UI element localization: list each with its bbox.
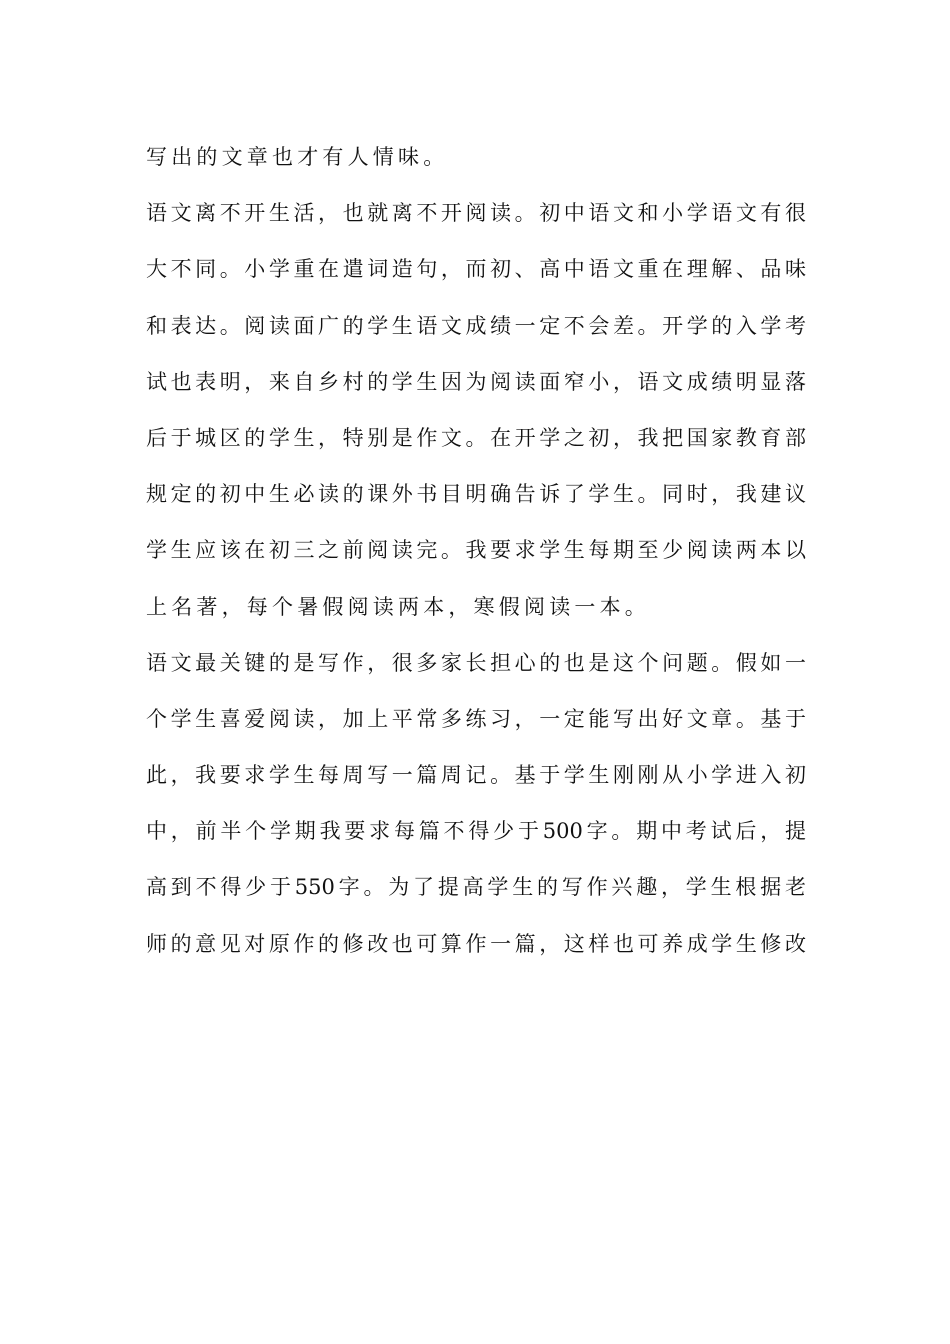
text-line: 语文离不开生活，也就离不开阅读。初中语文和小学语文有很 <box>146 201 806 226</box>
text-line: 规定的初中生必读的课外书目明确告诉了学生。同时，我建议 <box>146 482 806 507</box>
text-line: 中，前半个学期我要求每篇不得少于500字。期中考试后，提 <box>146 819 806 844</box>
text-line: 写出的文章也才有人情味。 <box>146 145 449 169</box>
text-line: 和表达。阅读面广的学生语文成绩一定不会差。开学的入学考 <box>146 313 806 338</box>
text-line: 学生应该在初三之前阅读完。我要求学生每期至少阅读两本以 <box>146 538 806 563</box>
text-line: 师的意见对原作的修改也可算作一篇，这样也可养成学生修改 <box>146 931 806 956</box>
text-line: 个学生喜爱阅读，加上平常多练习，一定能写出好文章。基于 <box>146 706 806 731</box>
body-text <box>146 129 806 972</box>
text-line: 上名著，每个暑假阅读两本，寒假阅读一本。 <box>146 594 650 619</box>
text-line: 语文最关键的是写作，很多家长担心的也是这个问题。假如一 <box>146 650 806 675</box>
text-line: 试也表明，来自乡村的学生因为阅读面窄小，语文成绩明显落 <box>146 369 806 394</box>
text-line: 高到不得少于550字。为了提高学生的写作兴趣，学生根据老 <box>146 875 806 900</box>
text-line: 后于城区的学生，特别是作文。在开学之初，我把国家教育部 <box>146 425 806 450</box>
text-line: 大不同。小学重在遣词造句，而初、高中语文重在理解、品味 <box>146 257 806 282</box>
text-line: 此，我要求学生每周写一篇周记。基于学生刚刚从小学进入初 <box>146 763 806 788</box>
